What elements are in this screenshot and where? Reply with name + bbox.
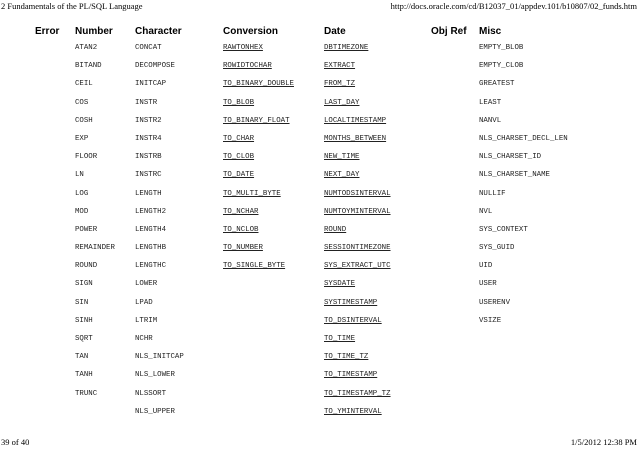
cell-number [75,226,135,244]
cell-character [135,353,223,371]
cell-obj-ref [431,117,479,135]
function-name: INSTR [135,98,158,107]
function-link[interactable]: DBTIMEZONE [324,44,369,52]
table-row [20,171,638,189]
cell-conversion [223,408,324,426]
cell-date [324,408,431,426]
function-name: INSTRB [135,153,162,162]
table-header [20,26,638,44]
cell-date [324,190,431,208]
function-name: EXP [75,134,89,143]
cell-character [135,244,223,262]
function-name: FLOOR [75,153,98,162]
cell-number [75,135,135,153]
cell-number [75,62,135,80]
cell-conversion [223,280,324,298]
function-name: INSTR2 [135,116,162,125]
function-name: SYS_GUID [479,244,515,253]
cell-conversion [223,190,324,208]
function-link[interactable]: NUMTOYMINTERVAL [324,207,391,216]
cell-number [75,80,135,98]
cell-error [20,62,75,80]
cell-character [135,390,223,408]
function-name: SQRT [75,335,93,343]
function-link[interactable]: TO_SINGLE_BYTE [223,262,286,271]
column-header-error: Error [35,26,60,37]
cell-misc [479,117,638,135]
table-row [20,117,638,135]
cell-misc [479,190,638,208]
table-row [20,299,638,317]
cell-misc [479,317,638,335]
cell-error [20,99,75,117]
table-row [20,371,638,389]
function-name: POWER [75,225,98,234]
cell-obj-ref [431,280,479,298]
cell-obj-ref [431,390,479,408]
function-name: SIN [75,298,89,307]
cell-conversion [223,335,324,353]
function-link[interactable]: LOCALTIMESTAMP [324,116,387,125]
table-row [20,262,638,280]
cell-conversion [223,171,324,189]
function-name: TRUNC [75,389,98,398]
function-link[interactable]: TO_CLOB [223,153,255,162]
table-row [20,80,638,98]
function-link[interactable]: ROWIDTOCHAR [223,62,272,71]
cell-error [20,44,75,62]
cell-obj-ref [431,153,479,171]
cell-number [75,208,135,226]
function-name: LENGTH2 [135,207,167,216]
cell-obj-ref [431,135,479,153]
cell-number [75,390,135,408]
cell-conversion [223,135,324,153]
cell-obj-ref [431,408,479,426]
function-link[interactable]: TO_TIMESTAMP [324,371,378,380]
cell-date [324,353,431,371]
function-link[interactable]: TO_BLOB [223,98,255,107]
cell-misc [479,408,638,426]
function-name: LOG [75,189,89,198]
function-link[interactable]: TO_MULTI_BYTE [223,189,281,198]
function-link[interactable]: NEXT_DAY [324,171,360,180]
cell-error [20,190,75,208]
cell-conversion [223,44,324,62]
column-header-misc: Misc [479,26,502,37]
cell-date [324,335,431,353]
cell-misc [479,62,638,80]
function-link[interactable]: EXTRACT [324,62,356,71]
function-name: INSTRC [135,171,162,180]
cell-character [135,80,223,98]
function-name: USERENV [479,298,511,307]
cell-error [20,390,75,408]
cell-obj-ref [431,190,479,208]
cell-error [20,335,75,353]
function-link[interactable]: TO_YMINTERVAL [324,407,382,416]
cell-misc [479,335,638,353]
cell-date [324,262,431,280]
cell-obj-ref [431,371,479,389]
function-link[interactable]: TO_NCLOB [223,225,259,234]
cell-misc [479,171,638,189]
cell-error [20,280,75,298]
cell-number [75,353,135,371]
function-name: NLS_CHARSET_NAME [479,171,550,180]
cell-misc [479,262,638,280]
cell-number [75,280,135,298]
cell-misc [479,299,638,317]
function-name: NLS_UPPER [135,407,175,416]
function-link[interactable]: TO_DSINTERVAL [324,316,382,325]
function-name: LENGTH [135,189,162,198]
cell-date [324,135,431,153]
cell-character [135,371,223,389]
cell-conversion [223,262,324,280]
cell-obj-ref [431,171,479,189]
function-name: USER [479,280,497,289]
builtin-functions-table [20,26,638,426]
function-name: INSTR4 [135,134,162,143]
function-name: ROUND [75,262,98,271]
cell-misc [479,226,638,244]
cell-date [324,244,431,262]
table-body [20,44,638,426]
cell-obj-ref [431,62,479,80]
cell-obj-ref [431,335,479,353]
cell-date [324,80,431,98]
column-header-conversion: Conversion [223,26,279,37]
function-name: LENGTH4 [135,225,167,234]
cell-character [135,280,223,298]
print-header [0,1,638,13]
cell-conversion [223,390,324,408]
function-link[interactable]: FROM_TZ [324,80,356,89]
page-number: 39 of 40 [1,437,30,447]
cell-error [20,226,75,244]
cell-number [75,117,135,135]
function-link[interactable]: SESSIONTIMEZONE [324,244,391,253]
cell-conversion [223,353,324,371]
table-row [20,135,638,153]
cell-conversion [223,226,324,244]
function-name: BITAND [75,62,102,71]
cell-misc [479,244,638,262]
function-link[interactable]: TO_TIME [324,335,356,343]
cell-error [20,80,75,98]
print-datetime: 1/5/2012 12:38 PM [570,437,637,447]
function-link[interactable]: RAWTONHEX [223,44,263,52]
cell-character [135,171,223,189]
cell-obj-ref [431,299,479,317]
function-link[interactable]: SYSDATE [324,280,356,289]
cell-conversion [223,244,324,262]
function-link[interactable]: MONTHS_BETWEEN [324,134,387,143]
print-footer [0,437,638,449]
cell-conversion [223,80,324,98]
cell-error [20,208,75,226]
table-row [20,226,638,244]
function-link[interactable]: TO_TIME_TZ [324,353,369,362]
function-name: LENGTHC [135,262,167,271]
function-name: NLS_INITCAP [135,353,184,362]
function-name: LPAD [135,298,153,307]
cell-character [135,262,223,280]
function-name: NLS_CHARSET_ID [479,153,542,162]
cell-number [75,153,135,171]
cell-number [75,99,135,117]
function-name: MOD [75,207,89,216]
cell-error [20,117,75,135]
cell-obj-ref [431,208,479,226]
cell-character [135,153,223,171]
cell-conversion [223,99,324,117]
table-row [20,99,638,117]
function-name: COS [75,98,89,107]
function-name: SIGN [75,280,93,289]
function-link[interactable]: NUMTODSINTERVAL [324,189,391,198]
cell-misc [479,208,638,226]
function-name: NANVL [479,116,502,125]
cell-character [135,135,223,153]
function-name: VSIZE [479,316,502,325]
function-link[interactable]: SYS_EXTRACT_UTC [324,262,391,271]
cell-obj-ref [431,99,479,117]
column-header-character: Character [135,26,182,37]
cell-number [75,299,135,317]
function-link[interactable]: TO_CHAR [223,134,255,143]
cell-obj-ref [431,44,479,62]
table-row [20,280,638,298]
header-row [20,26,638,44]
cell-number [75,244,135,262]
cell-character [135,44,223,62]
cell-misc [479,153,638,171]
cell-conversion [223,117,324,135]
cell-error [20,353,75,371]
cell-date [324,171,431,189]
function-name: NCHR [135,335,153,343]
function-link[interactable]: TO_BINARY_FLOAT [223,116,290,125]
cell-date [324,99,431,117]
cell-misc [479,135,638,153]
cell-number [75,262,135,280]
table-row [20,208,638,226]
cell-obj-ref [431,317,479,335]
cell-number [75,317,135,335]
function-name: TANH [75,371,93,380]
function-link[interactable]: TO_TIMESTAMP_TZ [324,389,391,398]
cell-error [20,262,75,280]
cell-conversion [223,208,324,226]
cell-character [135,408,223,426]
cell-character [135,299,223,317]
function-link[interactable]: NEW_TIME [324,153,360,162]
cell-obj-ref [431,262,479,280]
cell-misc [479,80,638,98]
cell-error [20,408,75,426]
cell-misc [479,353,638,371]
function-name: TAN [75,353,89,362]
table-row [20,62,638,80]
function-name: INITCAP [135,80,167,89]
function-name: ATAN2 [75,44,98,52]
function-name: SINH [75,316,93,325]
function-link[interactable]: SYSTIMESTAMP [324,298,378,307]
function-name: SYS_CONTEXT [479,225,528,234]
table-row [20,317,638,335]
function-name: NULLIF [479,189,506,198]
function-link[interactable]: ROUND [324,225,347,234]
cell-number [75,408,135,426]
table-row [20,390,638,408]
function-name: COSH [75,116,93,125]
cell-number [75,190,135,208]
cell-number [75,335,135,353]
table-row [20,408,638,426]
cell-date [324,280,431,298]
function-name: UID [479,262,493,271]
cell-error [20,135,75,153]
cell-obj-ref [431,244,479,262]
function-name: DECOMPOSE [135,62,175,71]
table-row [20,153,638,171]
column-header-date: Date [324,26,346,37]
function-name: CEIL [75,80,93,89]
cell-date [324,371,431,389]
cell-number [75,171,135,189]
cell-conversion [223,299,324,317]
function-name: LN [75,171,84,180]
cell-obj-ref [431,226,479,244]
table-row [20,353,638,371]
function-link[interactable]: TO_NCHAR [223,207,259,216]
cell-date [324,390,431,408]
function-name: GREATEST [479,80,515,89]
table-row [20,244,638,262]
cell-character [135,99,223,117]
cell-character [135,62,223,80]
cell-date [324,208,431,226]
function-name: EMPTY_CLOB [479,62,524,71]
cell-character [135,208,223,226]
column-header-obj-ref: Obj Ref [431,26,467,37]
function-name: LTRIM [135,316,158,325]
cell-conversion [223,153,324,171]
cell-number [75,44,135,62]
cell-date [324,226,431,244]
function-name: LOWER [135,280,158,289]
cell-date [324,62,431,80]
function-name: NLSSORT [135,389,167,398]
cell-date [324,117,431,135]
cell-obj-ref [431,80,479,98]
cell-date [324,299,431,317]
cell-conversion [223,62,324,80]
cell-character [135,117,223,135]
table-row [20,190,638,208]
document-title: 2 Fundamentals of the PL/SQL Language [1,1,143,11]
table-row [20,44,638,62]
cell-error [20,317,75,335]
cell-character [135,190,223,208]
cell-error [20,371,75,389]
function-link[interactable]: LAST_DAY [324,98,360,107]
page-url[interactable]: http://docs.oracle.com/cd/B12037_01/appdev.101/b10807/02_funds.htm [390,1,637,11]
cell-error [20,299,75,317]
column-header-number: Number [75,26,113,37]
function-name: LENGTHB [135,244,167,253]
cell-misc [479,99,638,117]
cell-misc [479,371,638,389]
cell-number [75,371,135,389]
function-link[interactable]: TO_NUMBER [223,244,263,253]
cell-character [135,317,223,335]
function-name: REMAINDER [75,244,115,253]
function-name: NLS_LOWER [135,371,175,380]
cell-obj-ref [431,353,479,371]
cell-misc [479,44,638,62]
cell-error [20,244,75,262]
cell-misc [479,390,638,408]
cell-character [135,226,223,244]
cell-error [20,171,75,189]
function-link[interactable]: TO_BINARY_DOUBLE [223,80,294,89]
function-name: CONCAT [135,44,162,52]
cell-character [135,335,223,353]
table-row [20,335,638,353]
cell-error [20,153,75,171]
function-link[interactable]: TO_DATE [223,171,255,180]
function-name: NLS_CHARSET_DECL_LEN [479,134,568,143]
cell-conversion [223,371,324,389]
function-name: LEAST [479,98,502,107]
function-name: EMPTY_BLOB [479,44,524,52]
function-name: NVL [479,207,493,216]
cell-conversion [223,317,324,335]
cell-date [324,44,431,62]
cell-date [324,153,431,171]
cell-misc [479,280,638,298]
cell-date [324,317,431,335]
